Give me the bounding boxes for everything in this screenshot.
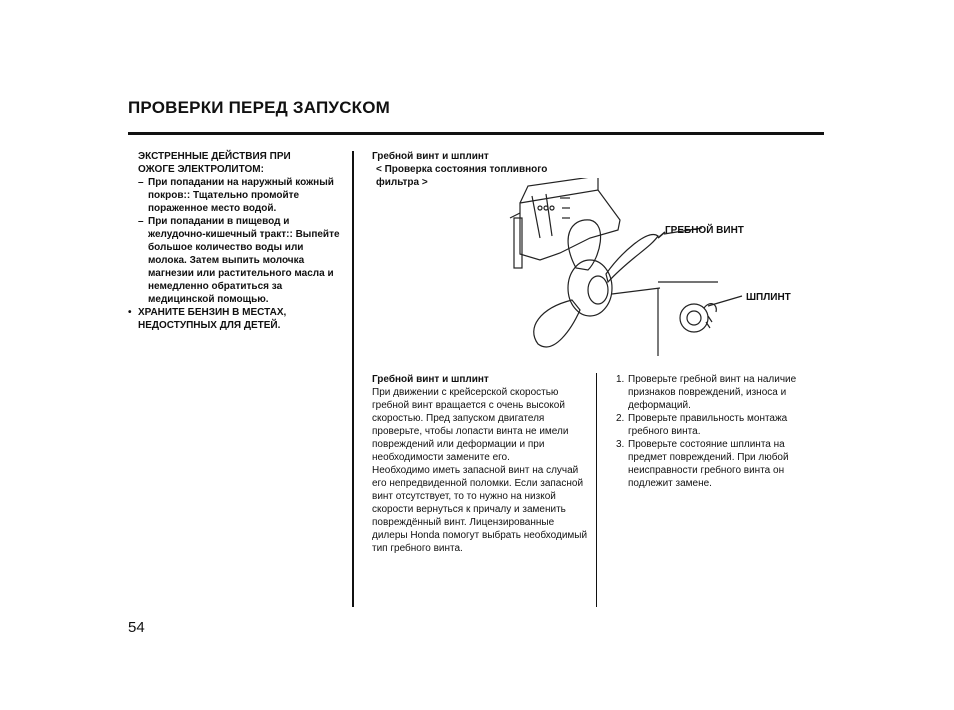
list-item: [614, 373, 824, 412]
propeller-paragraph-2: Необходимо иметь запасной винт на случай его непредвиденной поломки. Если запасной винт отсутствует, то то нужно на низкой скорости вернуться к причалу и заменить повреждённый винт. Лицензированные дилеры Honda помогут выбрать необходимый тип гребного винта.: [372, 465, 588, 554]
page-number: 54: [128, 619, 145, 636]
left-column: [128, 150, 340, 332]
blade-right: [606, 235, 658, 282]
list-text: Проверьте состояние шплинта на предмет повреждений. При любой неисправности гребного винта он подлежит замене.: [628, 439, 789, 489]
list-number: 1.: [616, 374, 625, 385]
list-number: 2.: [616, 413, 625, 424]
cotter-pin-label: ШПЛИНТ: [746, 292, 791, 303]
list-text: Проверьте гребной винт на наличие признаков повреждений, износа и деформаций.: [628, 374, 797, 411]
swallow-text: При попадании в пищевод и желудочно-кишечный тракт:: Выпейте большое количество воды или молока. Затем выпить молочка магнезии или растительного масла и немедленно обратиться за медицинской помощью.: [148, 216, 340, 305]
list-number: 3.: [616, 439, 625, 450]
propeller-section-heading: Гребной винт и шплинт: [372, 374, 489, 385]
figure-caption-sub-2: фильтра >: [376, 177, 428, 188]
propeller-label: ГРЕБНОЙ ВИНТ: [665, 225, 744, 236]
skin-contact-text: При попадании на наружный кожный покров:: Тщательно промойте пораженное место водой.: [148, 177, 334, 214]
title-rule: [128, 132, 824, 135]
housing-top: [520, 178, 598, 203]
list-item: [128, 306, 340, 332]
dash-marker: –: [138, 177, 144, 188]
list-item: [128, 215, 340, 306]
propeller-paragraph-1: При движении с крейсерской скоростью гребной винт вращается с очень высокой скоростью. Пред запуском двигателя проверьте, чтобы лопасти винта не имели повреждений или деформации и при необходимости замените его.: [372, 387, 569, 463]
blade-top: [568, 220, 600, 270]
skeg: [514, 218, 522, 268]
middle-column: [372, 373, 592, 555]
figure-caption-title: Гребной винт и шплинт: [372, 151, 489, 162]
list-text: Проверьте правильность монтажа гребного винта.: [628, 413, 788, 437]
bullet-marker: •: [128, 307, 132, 318]
list-item: [614, 438, 824, 490]
electrolyte-heading-2: ОЖОГЕ ЭЛЕКТРОЛИТОМ:: [138, 164, 264, 175]
column-divider: [352, 151, 354, 607]
list-item: [128, 176, 340, 215]
electrolyte-heading-1: ЭКСТРЕННЫЕ ДЕЙСТВИЯ ПРИ: [138, 151, 291, 162]
figure-caption-sub-1: < Проверка состояния топливного: [376, 164, 548, 175]
list-item: [614, 412, 824, 438]
right-column: [614, 373, 824, 490]
propeller-illustration: [480, 178, 750, 358]
fuel-warning-text: ХРАНИТЕ БЕНЗИН В МЕСТАХ, НЕДОСТУПНЫХ ДЛЯ ДЕТЕЙ.: [138, 307, 287, 331]
page-title: ПРОВЕРКИ ПЕРЕД ЗАПУСКОМ: [128, 98, 391, 117]
blade-bottom: [534, 300, 580, 347]
cotter-pin-nut: [680, 304, 708, 332]
dash-marker: –: [138, 216, 144, 227]
column-divider: [596, 373, 597, 607]
lower-unit-housing: [520, 190, 620, 260]
